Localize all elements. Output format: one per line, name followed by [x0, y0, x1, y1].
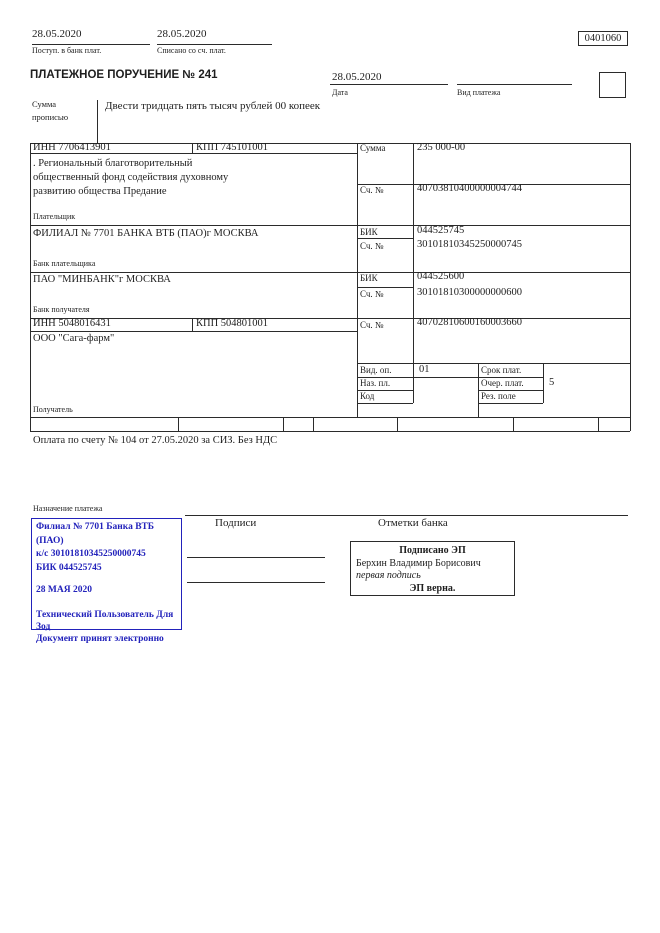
- payment-type-box: [599, 72, 626, 98]
- signature-section-line: [185, 515, 628, 516]
- table-line: [30, 272, 630, 273]
- table-line: [478, 363, 479, 417]
- table-line: [513, 417, 514, 431]
- signature-line-1: [187, 557, 325, 558]
- payee-name: ООО "Сага-фарм": [33, 333, 115, 344]
- payee-label: Получатель: [33, 405, 73, 414]
- ocher-plat-label: Очер. плат.: [481, 378, 524, 388]
- sum-words-label-1: Сумма: [32, 99, 57, 109]
- blue-stamp-line: Документ принят электронно: [36, 633, 164, 644]
- form-code: 0401060: [584, 33, 622, 44]
- table-line: [30, 143, 31, 431]
- document-date: 28.05.2020: [332, 71, 382, 83]
- payer-bank-bik: 044525745: [417, 225, 465, 236]
- payer-name-line3: развитию общества Предание: [33, 186, 167, 197]
- payer-inn: ИНН 7706413901: [33, 142, 111, 153]
- table-line: [357, 238, 413, 239]
- table-line: [283, 417, 284, 431]
- amount-value: 235 000-00: [417, 142, 466, 153]
- payer-label: Плательщик: [33, 212, 76, 221]
- payee-bank-label: Банк получателя: [33, 305, 90, 314]
- payer-bank-bik-label: БИК: [360, 227, 378, 237]
- esign-stamp-name: Берхин Владимир Борисович: [356, 557, 481, 569]
- table-line: [357, 287, 413, 288]
- esign-stamp-valid: ЭП верна.: [409, 582, 456, 594]
- table-line: [30, 431, 630, 432]
- blue-stamp-line: Филиал № 7701 Банка ВТБ (ПАО): [36, 522, 155, 546]
- payee-bank-bik-label: БИК: [360, 273, 378, 283]
- table-line: [630, 143, 631, 431]
- table-line: [192, 143, 193, 153]
- payer-name-line2: общественный фонд содействия духовному: [33, 172, 229, 183]
- payee-bank-corr-account: 30101810300000000600: [417, 287, 522, 298]
- payer-bank-name: ФИЛИАЛ № 7701 БАНКА ВТБ (ПАО)г МОСКВА: [33, 228, 259, 239]
- table-line: [413, 143, 414, 403]
- rez-pole-label: Рез. поле: [481, 391, 516, 401]
- sum-words-label-2: прописью: [32, 112, 69, 122]
- vid-op-label: Вид. оп.: [360, 365, 392, 375]
- table-line: [543, 363, 544, 403]
- kod-label: Код: [360, 391, 375, 401]
- received-date: 28.05.2020: [32, 28, 82, 40]
- blue-stamp-line: БИК 044525745: [36, 562, 102, 573]
- date-line: [330, 84, 448, 85]
- srok-plat-label: Срок плат.: [481, 365, 522, 375]
- debited-date: 28.05.2020: [157, 28, 207, 40]
- table-line: [357, 363, 630, 364]
- payer-account: 40703810400000004744: [417, 183, 522, 194]
- payee-inn: ИНН 5048016431: [33, 318, 111, 329]
- payee-bank-account-label: Сч. №: [360, 289, 384, 299]
- debited-date-label: Списано со сч. плат.: [157, 46, 226, 55]
- blue-stamp-line: Зод: [36, 621, 51, 632]
- table-line: [357, 403, 413, 404]
- payee-bank-bik: 044525600: [417, 271, 465, 282]
- ocher-plat-value: 5: [549, 377, 555, 388]
- signature-line-2: [187, 582, 325, 583]
- sum-words-divider: [97, 100, 98, 143]
- document-title: ПЛАТЕЖНОЕ ПОРУЧЕНИЕ № 241: [30, 69, 218, 81]
- table-line: [30, 331, 357, 332]
- form-code-box: [578, 31, 628, 46]
- payee-bank-name: ПАО "МИНБАНК"г МОСКВА: [33, 274, 171, 285]
- payer-bank-label: Банк плательщика: [33, 259, 96, 268]
- blue-stamp-line: 28 МАЯ 2020: [36, 585, 92, 595]
- payment-type-line: [457, 84, 572, 85]
- table-line: [30, 225, 630, 226]
- sum-label: Сумма: [360, 143, 386, 153]
- payee-account-label: Сч. №: [360, 320, 384, 330]
- date-label: Дата: [332, 88, 348, 97]
- payer-name-line1: . Региональный благотворительный: [33, 158, 193, 169]
- payment-type-label: Вид платежа: [457, 88, 501, 97]
- payer-bank-account-label: Сч. №: [360, 241, 384, 251]
- received-date-label: Поступ. в банк плат.: [32, 46, 102, 55]
- table-line: [598, 417, 599, 431]
- vid-op-value: 01: [419, 364, 430, 375]
- purpose-label: Назначение платежа: [33, 504, 103, 513]
- received-date-line: [32, 44, 150, 45]
- table-line: [192, 318, 193, 331]
- payer-kpp: КПП 745101001: [196, 142, 269, 153]
- naz-pl-label: Наз. пл.: [360, 378, 391, 388]
- blue-stamp-line: к/с 30101810345250000745: [36, 549, 146, 559]
- blue-stamp-line: Технический Пользователь Для: [36, 609, 174, 620]
- table-line: [397, 417, 398, 431]
- payer-account-label: Сч. №: [360, 185, 384, 195]
- debited-date-line: [157, 44, 272, 45]
- table-line: [30, 318, 630, 319]
- bank-marks-label: Отметки банка: [378, 517, 448, 529]
- table-line: [313, 417, 314, 431]
- payer-bank-corr-account: 30101810345250000745: [417, 239, 522, 250]
- bank-blue-stamp: [31, 518, 182, 644]
- esign-stamp-signature-type: первая подпись: [356, 570, 421, 581]
- signatures-label: Подписи: [215, 517, 257, 529]
- table-line: [30, 143, 630, 144]
- table-line: [478, 403, 543, 404]
- table-line: [178, 417, 179, 431]
- esign-stamp: [350, 541, 515, 596]
- purpose-text: Оплата по счету № 104 от 27.05.2020 за СИЗ. Без НДС: [33, 435, 278, 446]
- payee-account: 40702810600160003660: [417, 317, 522, 328]
- payee-kpp: КПП 504801001: [196, 318, 269, 329]
- table-line: [30, 417, 630, 418]
- amount-in-words: Двести тридцать пять тысяч рублей 00 копеек: [105, 100, 321, 112]
- esign-stamp-title: Подписано ЭП: [399, 545, 466, 556]
